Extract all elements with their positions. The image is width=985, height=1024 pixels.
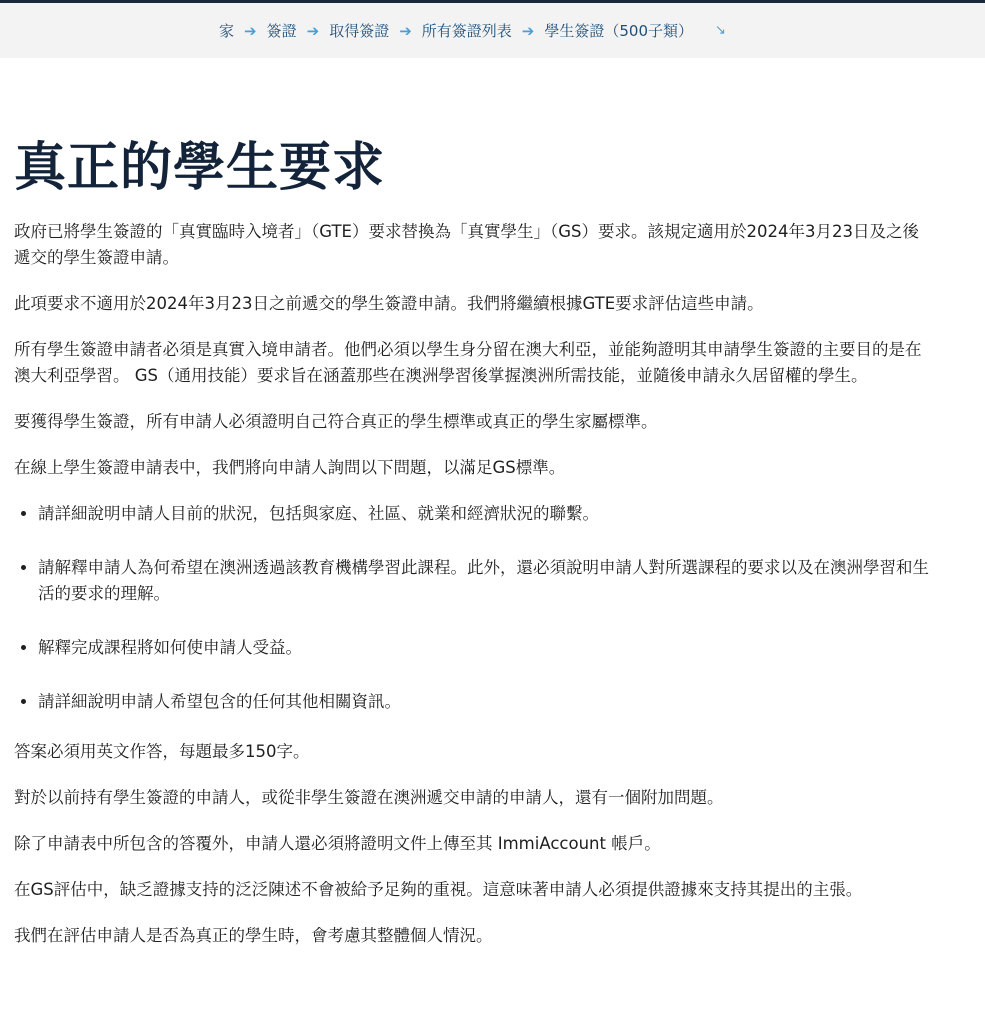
arrow-right-icon: ➔ xyxy=(399,22,412,40)
main-content xyxy=(14,135,934,969)
paragraph-not-applicable: 此項要求不適用於2024年3月23日之前遞交的學生簽證申請。我們將繼續根據GTE要求評估這些申請。 xyxy=(14,294,764,313)
arrow-right-icon: ➔ xyxy=(521,22,535,40)
breadcrumb-visa-list[interactable]: 所有簽證列表 xyxy=(421,22,512,40)
paragraph-criteria: 要獲得學生簽證，所有申請人必須證明自己符合真正的學生標準或真正的學生家屬標準。 xyxy=(14,412,658,431)
paragraph-english-answers: 答案必須用英文作答，每題最多150字。 xyxy=(14,742,310,761)
paragraph-overall-circumstances: 我們在評估申請人是否為真正的學生時，會考慮其整體個人情況。 xyxy=(14,926,493,945)
list-item: • 請詳細說明申請人目前的狀況，包括與家庭、社區、就業和經濟狀況的聯繫。 xyxy=(38,501,934,527)
arrow-right-icon: ➔ xyxy=(306,22,320,40)
questions-list xyxy=(14,501,934,715)
breadcrumb-student-visa[interactable]: 學生簽證（500子類） xyxy=(544,22,694,40)
list-item: • 解釋完成課程將如何使申請人受益。 xyxy=(38,635,934,661)
breadcrumb-bar xyxy=(0,3,985,58)
list-item: • 請詳細說明申請人希望包含的任何其他相關資訊。 xyxy=(38,689,934,715)
paragraph-genuine-entrant: 所有學生簽證申請者必須是真實入境申請者。他們必須以學生身分留在澳大利亞，並能夠證明其申請學生簽證的主要目的是在澳大利亞學習。 GS（通用技能）要求旨在涵蓋那些在澳洲學習後掌握澳洲所需技能，並隨後申請永久居留權的學生。 xyxy=(14,340,922,385)
breadcrumb-visas[interactable]: 簽證 xyxy=(266,22,297,40)
list-item: • 請解釋申請人為何希望在澳洲透過該教育機構學習此課程。此外，還必須說明申請人對所選課程的要求以及在澳洲學習和生活的要求的理解。 xyxy=(38,555,934,607)
paragraph-questions-intro: 在線上學生簽證申請表中，我們將向申請人詢問以下問題，以滿足GS標準。 xyxy=(14,458,566,477)
arrow-right-icon: ➔ xyxy=(244,22,257,40)
paragraph-upload-documents: 除了申請表中所包含的答覆外，申請人還必須將證明文件上傳至其 ImmiAccount 帳戶。 xyxy=(14,834,661,853)
paragraph-evidence: 在GS評估中，缺乏證據支持的泛泛陳述不會被給予足夠的重視。這意味著申請人必須提供證據來支持其提出的主張。 xyxy=(14,880,863,899)
paragraph-additional-question: 對於以前持有學生簽證的申請人，或從非學生簽證在澳洲遞交申請的申請人，還有一個附加問題。 xyxy=(14,788,724,807)
paragraph-gte-replaced: 政府已將學生簽證的「真實臨時入境者」（GTE）要求替換為「真實學生」（GS）要求。該規定適用於2024年3月23日及之後遞交的學生簽證申請。 xyxy=(14,222,919,267)
arrow-down-right-icon[interactable]: ↘ xyxy=(715,23,726,38)
page-title: 真正的學生要求 xyxy=(14,138,386,198)
breadcrumb-home[interactable]: 家 xyxy=(219,22,235,40)
breadcrumb-getting-a-visa[interactable]: 取得簽證 xyxy=(329,22,390,40)
breadcrumb xyxy=(219,21,726,41)
